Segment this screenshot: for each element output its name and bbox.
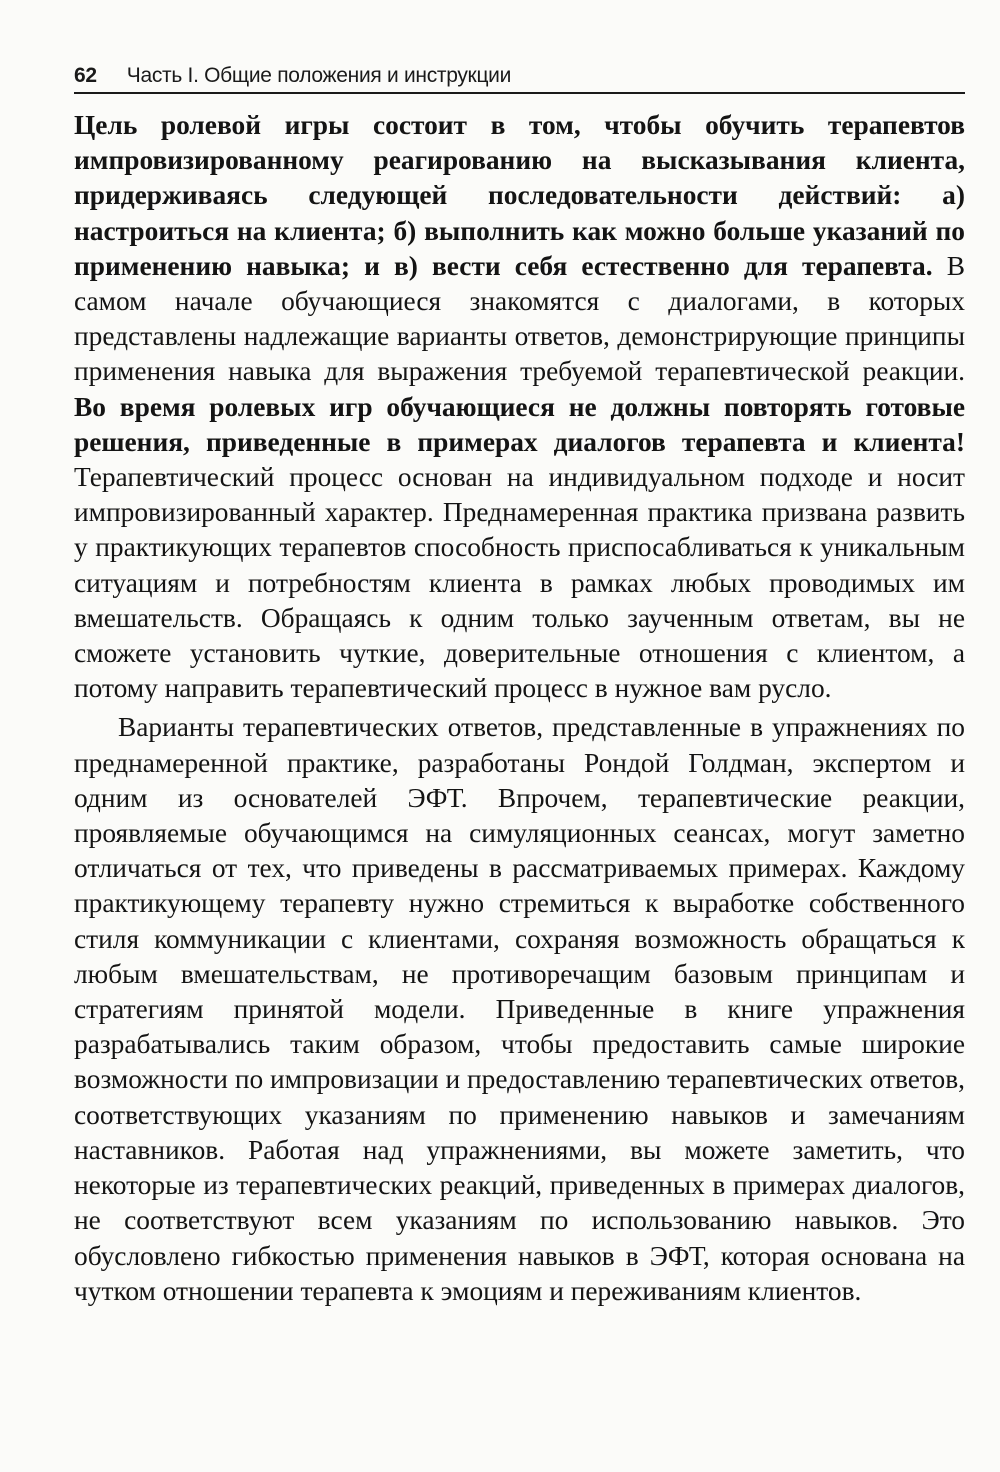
- book-page: [74, 58, 965, 1458]
- paragraph-1-bold-warning: Во время ролевых игр обучающиеся не должны повторять готовые решения, приведенные в примерах диалогов терапевта и клиента!: [74, 391, 965, 457]
- body-text: [74, 108, 965, 1309]
- paragraph-1-bold-intro: Цель ролевой игры состоит в том, чтобы обучить терапевтов импровизированному реагированию на высказывания клиента, придерживаясь следующей последовательности действий: а) настроиться на клиента; б) выполнить как можно больше указаний по применению навыка; и в) вести себя естественно для терапевта.: [74, 110, 965, 281]
- paragraph-1: [74, 108, 965, 706]
- running-title: Часть I. Общие положения и инструкции: [126, 64, 512, 87]
- paragraph-2: Варианты терапевтических ответов, представленные в упражнениях по преднамеренной практике, разработаны Рондой Голдман, экспертом и одним из основателей ЭФТ. Впрочем, терапевтические реакции, проявляемые обучающимся на симуляционных сеансах, могут заметно отличаться от тех, что приведены в рассматриваемых примерах. Каждому практикующему терапевту нужно стремиться к выработке собственного стиля коммуникации с клиентами, сохраняя возможность обращаться к любым вмешательствам, не противоречащим базовым принципам и стратегиям принятой модели. Приведенные в книге упражнения разрабатывались таким образом, чтобы предоставить самые широкие возможности по импровизации и предоставлению терапевтических ответов, соответствующих указаниям по применению навыков и замечаниям наставников. Работая над упражнениями, вы можете заметить, что некоторые из терапевтических реакций, приведенных в примерах диалогов, не соответствуют всем указаниям по использованию навыков. Это обусловлено гибкостью применения навыков в ЭФТ, которая основана на чутком отношении терапевта к эмоциям и переживаниям клиентов.: [74, 712, 965, 1306]
- paragraph-1-text-a: В самом начале обучающиеся знакомятся с диалогами, в которых представлены надлежащие варианты ответов, демонстрирующие принципы применения навыка для выражения требуемой терапевтической реакции.: [74, 250, 965, 387]
- page-number: 62: [74, 64, 97, 87]
- running-header: [74, 58, 965, 94]
- paragraph-1-text-b: Терапевтический процесс основан на индивидуальном подходе и носит импровизированный характер. Преднамеренная практика призвана развить у практикующих терапевтов способность приспосабливаться к уникальным ситуациям и потребностям клиента в рамках любых проводимых им вмешательств. Обращаясь к одним только заученным ответам, вы не сможете установить чуткие, доверительные отношения с клиентом, а потому направить терапевтический процесс в нужное вам русло.: [74, 462, 965, 704]
